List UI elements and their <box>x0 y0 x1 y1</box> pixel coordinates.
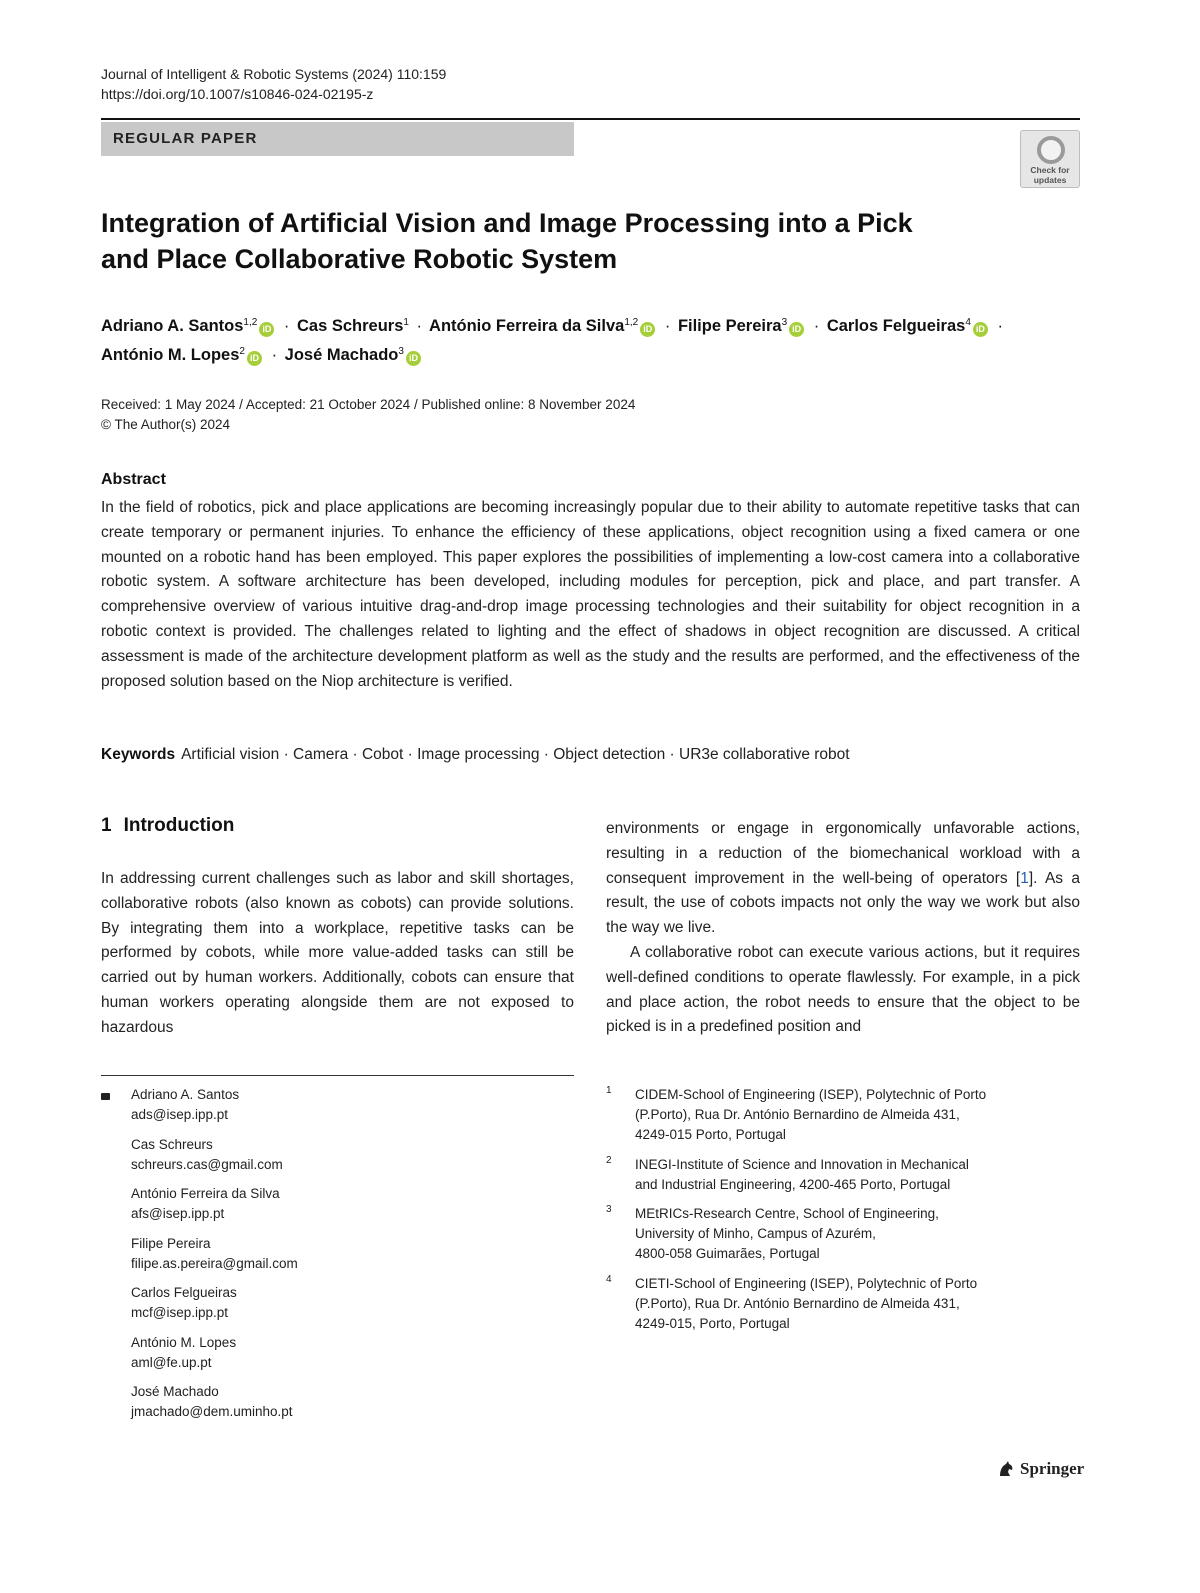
author-name: Filipe Pereira <box>131 1235 211 1251</box>
author-affiliation-marker: 1 <box>403 317 409 328</box>
body-column-right <box>606 817 1080 1040</box>
affiliation-entry <box>606 1204 1080 1264</box>
publication-dates <box>101 395 635 435</box>
body-paragraph: A collaborative robot can execute various actions, but it requires well-defined conditions to operate flawlessly. For example, in a pick and place action, the robot needs to ensure that the object to be picked is in a predefined position and <box>606 943 1080 1036</box>
affiliation-line: (P.Porto), Rua Dr. António Bernardino de Almeida 431, <box>635 1295 960 1311</box>
crossmark-label: Check for updates <box>1030 165 1070 185</box>
author-email[interactable]: ads@isep.ipp.pt <box>131 1107 229 1122</box>
affiliation-line: 4249-015, Porto, Portugal <box>635 1315 790 1331</box>
keywords-label: Keywords <box>101 746 176 763</box>
crossmark-icon <box>1037 136 1065 164</box>
body-paragraph: In addressing current challenges such as labor and skill shortages, collaborative robots (also known as cobots) can provide solutions. By integrating them into a workplace, repetitive tasks can be performed by cobots, while more value-added tasks can still be carried out by human workers. Additionally, cobots can ensure that human workers operating alongside them are not exposed to hazardous <box>101 870 574 1036</box>
author-affiliation-marker: 3 <box>398 346 404 357</box>
author-name: António Ferreira da Silva <box>131 1186 280 1201</box>
author-name: Cas Schreurs <box>297 317 404 335</box>
author-email[interactable]: aml@fe.up.pt <box>131 1354 212 1370</box>
abstract-heading: Abstract <box>101 471 166 488</box>
author-affiliation-marker: 1,2 <box>624 317 639 328</box>
author-affiliation-marker: 1,2 <box>243 317 258 328</box>
affiliation-line: 4249-015 Porto, Portugal <box>635 1127 786 1142</box>
doi-link[interactable]: https://doi.org/10.1007/s10846-024-02195-z <box>101 86 374 102</box>
affiliation-entry <box>606 1155 1080 1195</box>
publisher-name: Springer <box>1020 1459 1085 1478</box>
section-title: Introduction <box>123 815 235 836</box>
correspondence-entry <box>131 1085 551 1125</box>
author-separator: · <box>664 317 671 335</box>
author-name: José Machado <box>284 346 399 364</box>
author-line-1 <box>101 310 1071 339</box>
correspondence-list <box>131 1085 551 1432</box>
author-email[interactable]: mcf@isep.ipp.pt <box>131 1305 228 1320</box>
author-name: António M. Lopes <box>131 1334 237 1350</box>
author-name: José Machado <box>131 1384 219 1399</box>
section-number: 1 <box>101 815 112 836</box>
publisher-logo <box>996 1459 1084 1479</box>
orcid-icon[interactable]: iD <box>640 322 655 337</box>
author-email[interactable]: jmachado@dem.uminho.pt <box>131 1404 293 1419</box>
author-affiliation-marker: 3 <box>781 317 788 328</box>
affiliation-line: University of Minho, Campus of Azurém, <box>635 1226 876 1241</box>
title-line-2: and Place Collaborative Robotic System <box>101 244 618 274</box>
author-separator: · <box>997 317 1003 335</box>
author-line-2 <box>101 339 1071 368</box>
date-history: Received: 1 May 2024 / Accepted: 21 October 2024 / Published online: 8 November 2024 <box>101 397 636 412</box>
keywords-list: Artificial vision · Camera · Cobot · Image processing · Object detection · UR3e collaborative robot <box>181 746 850 763</box>
body-column-left <box>101 867 574 1041</box>
author-name: Carlos Felgueiras <box>131 1285 237 1300</box>
body-text: ]. As a result, the use of cobots impacts not only the way we work but also the way we live. <box>606 869 1080 937</box>
affiliation-line: INEGI-Institute of Science and Innovation in Mechanical <box>635 1156 969 1172</box>
orcid-icon[interactable]: iD <box>247 351 262 366</box>
author-affiliation-marker: 4 <box>965 317 971 328</box>
author-name: Cas Schreurs <box>131 1136 213 1152</box>
affiliation-line: 4800-058 Guimarães, Portugal <box>635 1246 820 1261</box>
section-heading <box>101 815 234 837</box>
author-name: António M. Lopes <box>101 346 240 364</box>
correspondence-entry <box>131 1283 551 1323</box>
correspondence-entry <box>131 1382 551 1422</box>
orcid-icon[interactable]: iD <box>259 322 274 337</box>
affiliation-line: MEtRICs-Research Centre, School of Engineering, <box>635 1206 939 1221</box>
correspondence-entry <box>131 1135 551 1175</box>
orcid-icon[interactable]: iD <box>973 322 988 337</box>
title-line-1: Integration of Artificial Vision and Image Processing into a Pick <box>101 208 913 238</box>
affiliation-line: and Industrial Engineering, 4200-465 Porto, Portugal <box>635 1176 951 1192</box>
paper-title <box>101 205 981 277</box>
correspondence-entry <box>131 1234 551 1274</box>
citation-link[interactable]: 1 <box>1020 869 1029 887</box>
author-email[interactable]: filipe.as.pereira@gmail.com <box>131 1255 298 1271</box>
affiliation-line: (P.Porto), Rua Dr. António Bernardino de Almeida 431, <box>635 1107 960 1122</box>
author-name: Adriano A. Santos <box>101 317 244 335</box>
affiliation-number: 1 <box>606 1085 612 1096</box>
springer-horse-icon <box>996 1459 1016 1479</box>
crossmark-badge[interactable] <box>1020 130 1080 188</box>
author-email[interactable]: schreurs.cas@gmail.com <box>131 1156 283 1172</box>
orcid-icon[interactable]: iD <box>406 351 421 366</box>
affiliation-number: 3 <box>606 1204 612 1215</box>
envelope-icon <box>101 1093 110 1100</box>
affiliation-line: CIETI-School of Engineering (ISEP), Polytechnic of Porto <box>635 1275 978 1291</box>
author-separator: · <box>271 346 278 364</box>
author-affiliation-marker: 2 <box>239 346 245 357</box>
author-separator: · <box>283 317 290 335</box>
paper-type-label: REGULAR PAPER <box>113 130 258 147</box>
author-separator: · <box>813 317 820 335</box>
affiliation-line: CIDEM-School of Engineering (ISEP), Polytechnic of Porto <box>635 1087 987 1102</box>
affiliation-number: 4 <box>606 1273 612 1285</box>
author-name: Carlos Felgueiras <box>826 317 966 335</box>
affiliation-list <box>606 1085 1080 1343</box>
body-paragraph <box>606 817 1080 941</box>
journal-citation: Journal of Intelligent & Robotic Systems (2024) 110:159 <box>101 66 447 82</box>
author-list <box>101 310 1071 368</box>
footnote-rule <box>101 1075 574 1076</box>
copyright-notice: © The Author(s) 2024 <box>101 417 231 432</box>
paper-type-band <box>101 122 574 156</box>
orcid-icon[interactable]: iD <box>789 322 804 337</box>
affiliation-number: 2 <box>606 1154 612 1166</box>
correspondence-entry <box>131 1333 551 1373</box>
affiliation-entry <box>606 1274 1080 1334</box>
author-separator: · <box>416 317 423 335</box>
body-text: environments or engage in ergonomically unfavorable actions, resulting in a reduction of the biomechanical workload with a consequent improvement in the well-being of operators [ <box>606 820 1080 887</box>
header-rule <box>101 118 1080 120</box>
author-name: Adriano A. Santos <box>131 1087 240 1102</box>
journal-header <box>101 64 446 104</box>
author-name: Filipe Pereira <box>677 317 782 335</box>
keywords <box>101 744 1080 766</box>
author-name: António Ferreira da Silva <box>429 317 625 335</box>
correspondence-entry <box>131 1184 551 1224</box>
affiliation-entry <box>606 1085 1080 1145</box>
abstract-text: In the field of robotics, pick and place applications are becoming increasingly popular due to their ability to automate repetitive tasks that can create temporary or permanent injuries. To enhance the efficiency of these applications, object recognition using a fixed camera or one mounted on a robotic hand has been employed. This paper explores the possibilities of implementing a low-cost camera into a collaborative robotic system. A software architecture has been developed, including modules for perception, pick and place, and part transfer. A comprehensive overview of various intuitive drag-and-drop image processing technologies and their suitability for object recognition in a robotic context is provided. The challenges related to lighting and the effect of shadows in object recognition are discussed. A critical assessment is made of the architecture development platform as well as the study and the results are performed, and the effectiveness of the proposed solution based on the Niop architecture is verified. <box>101 499 1080 690</box>
author-email[interactable]: afs@isep.ipp.pt <box>131 1206 225 1221</box>
